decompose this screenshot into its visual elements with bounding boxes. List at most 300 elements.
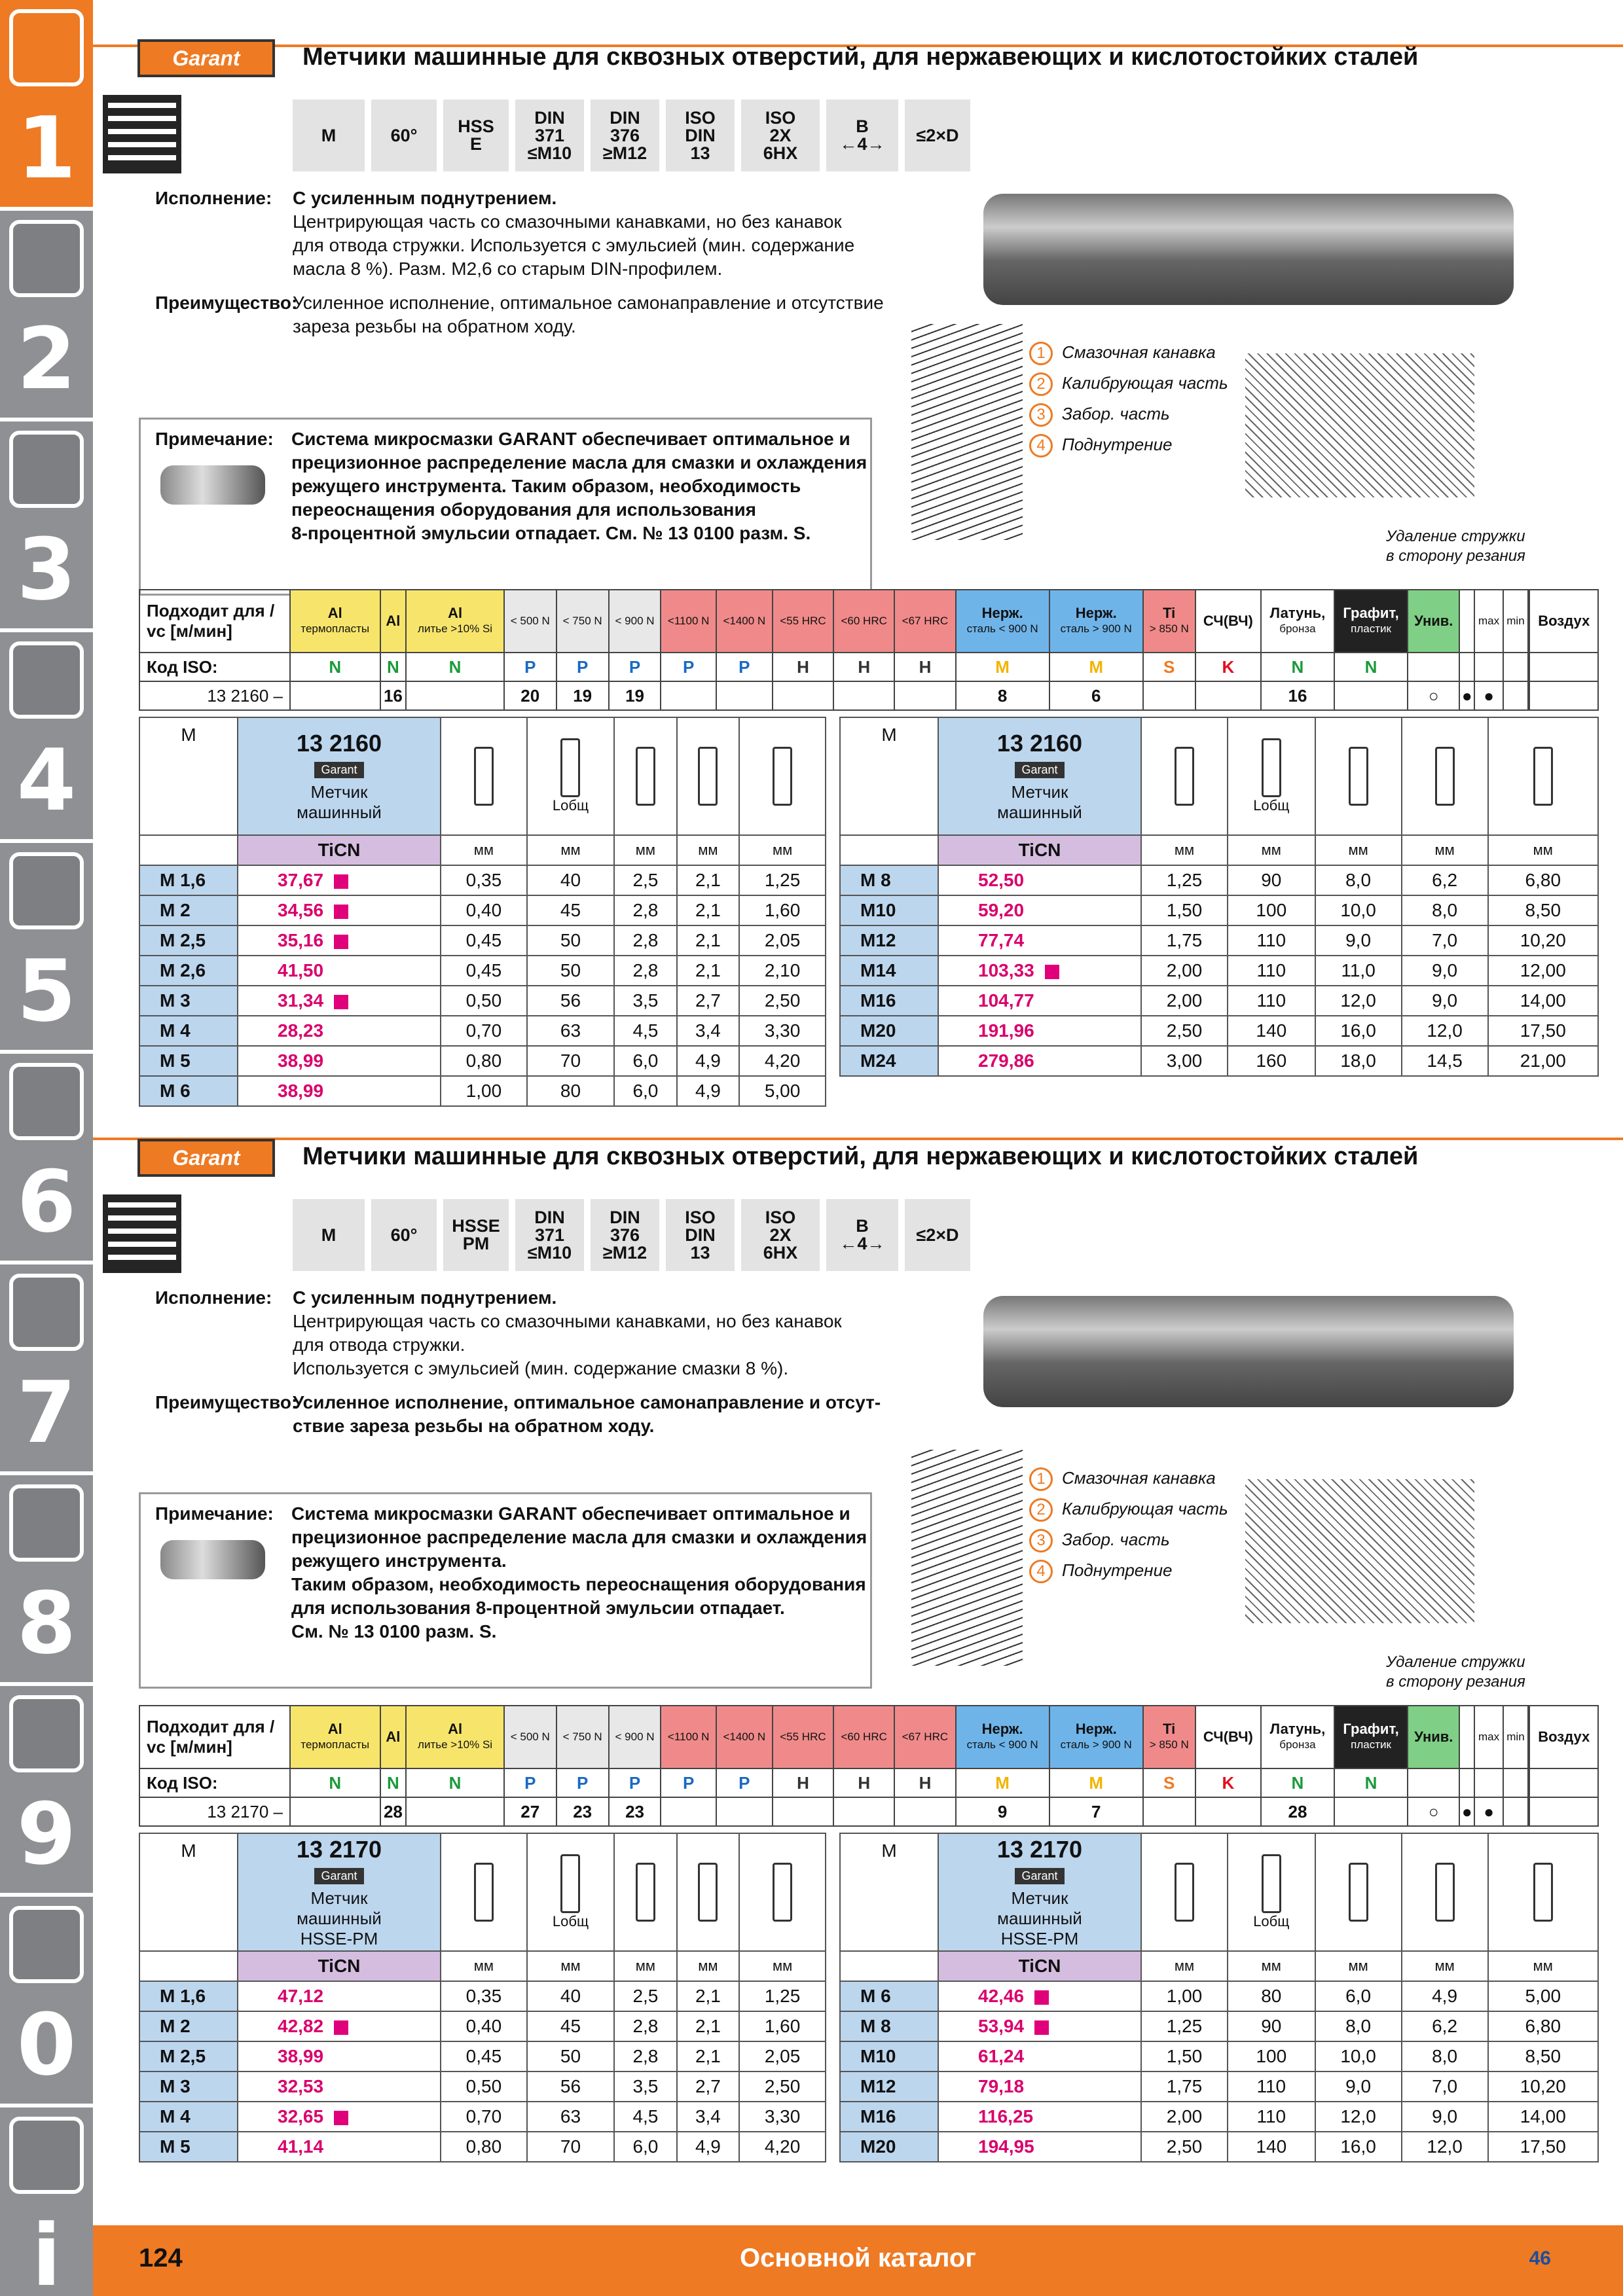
iso-code — [1529, 1768, 1598, 1797]
table-row[interactable] — [840, 956, 1598, 986]
lobsh-label: Lобщ — [1253, 797, 1290, 814]
dimension: 50 — [527, 956, 614, 986]
material-col-22 — [1529, 590, 1598, 653]
material-col-15 — [1261, 590, 1334, 653]
dimension: 2,1 — [677, 956, 740, 986]
dimension: 5,00 — [1488, 1981, 1598, 2011]
legend-item — [1029, 368, 1228, 399]
speed-value: ● — [1474, 681, 1503, 710]
dimension: 6,0 — [614, 1046, 677, 1076]
chip-line: в сторону резания — [1386, 547, 1525, 565]
unit: мм — [527, 1951, 614, 1981]
material-sub: бронза — [1279, 622, 1316, 635]
iso-label: Код ISO: — [139, 653, 290, 681]
speed-value — [716, 681, 773, 710]
table-row[interactable] — [840, 895, 1598, 925]
material-col-8 — [773, 1706, 833, 1768]
price[interactable] — [238, 956, 441, 986]
table-row[interactable] — [840, 2102, 1598, 2132]
price[interactable] — [938, 2132, 1141, 2162]
tap-drawing — [911, 324, 1023, 540]
iso-code — [1529, 653, 1598, 681]
preim-line: зареза резьбы на обратном ходу. — [293, 316, 576, 336]
sidebar-item-i[interactable] — [0, 2108, 93, 2296]
table-row[interactable] — [840, 986, 1598, 1016]
dimension: 6,0 — [614, 2132, 677, 2162]
table-row[interactable] — [840, 865, 1598, 895]
dimension: 18,0 — [1315, 1046, 1402, 1076]
thread-size: M 6 — [139, 1076, 238, 1106]
dimension: 12,0 — [1315, 2102, 1402, 2132]
dimension: 63 — [527, 2102, 614, 2132]
picto-text: 60° — [390, 1225, 418, 1245]
material-name: Унив. — [1414, 1729, 1453, 1745]
material-sub: <1100 N — [667, 1731, 710, 1743]
dimension: 6,2 — [1402, 2011, 1488, 2041]
price[interactable] — [938, 2072, 1141, 2102]
price-value: 32,53 — [278, 2076, 324, 2096]
unit-row — [139, 835, 826, 865]
chapter-number: 6 — [16, 1152, 77, 1251]
table-row[interactable] — [139, 2132, 826, 2162]
shank-diameter-icon — [1349, 747, 1368, 806]
availability-marker — [1034, 1990, 1049, 2005]
speed-value — [833, 1797, 894, 1826]
coating: TiCN — [238, 1951, 441, 1981]
price[interactable] — [938, 956, 1141, 986]
material-col-18 — [1459, 1706, 1474, 1768]
thread-size: M16 — [840, 2102, 938, 2132]
sidebar-item-4[interactable] — [0, 632, 93, 843]
ispolnenie-text — [293, 187, 987, 281]
price[interactable] — [938, 1046, 1141, 1076]
table-row[interactable] — [139, 1046, 826, 1076]
legend-text: Смазочная канавка — [1062, 1468, 1216, 1488]
legend-item — [1029, 429, 1228, 460]
sidebar-item-8[interactable] — [0, 1475, 93, 1686]
price[interactable] — [938, 2011, 1141, 2041]
ispolnenie-line: масла 8 %). Разм. M2,6 со старым DIN-профилем. — [293, 259, 723, 279]
picto-text: ISO — [685, 107, 716, 128]
price[interactable] — [238, 2132, 441, 2162]
dimension: 17,50 — [1488, 1016, 1598, 1046]
material-sub: < 500 N — [510, 1731, 550, 1743]
product-name: Метчик — [1011, 782, 1068, 802]
unit: мм — [1228, 835, 1315, 865]
price-value: 104,77 — [978, 990, 1034, 1011]
price[interactable] — [238, 1076, 441, 1106]
picto-text: M — [321, 1225, 337, 1245]
picto-text: 60° — [390, 125, 418, 145]
material-name: Al — [327, 1721, 342, 1737]
dimension: 45 — [527, 2011, 614, 2041]
note-line: режущего инструмента. — [291, 1551, 507, 1571]
price-value: 32,65 — [278, 2106, 324, 2126]
price[interactable] — [238, 986, 441, 1016]
dimension: 2,00 — [1141, 986, 1228, 1016]
table-row[interactable] — [139, 925, 826, 956]
material-name: СЧ(ВЧ) — [1203, 1729, 1253, 1745]
price[interactable] — [938, 895, 1141, 925]
picto-0 — [293, 1199, 365, 1271]
dimension: 160 — [1228, 1046, 1315, 1076]
material-name: Al — [386, 613, 401, 629]
price[interactable] — [238, 2041, 441, 2072]
dimension: 1,25 — [1141, 865, 1228, 895]
micro-lube-icon — [160, 1540, 265, 1579]
note-line: прецизионное распределение масла для смазки и охлаждения — [291, 452, 867, 473]
chapter-icon — [9, 1906, 84, 1983]
iso-code: N — [1261, 653, 1334, 681]
sidebar-item-5[interactable] — [0, 843, 93, 1054]
price[interactable] — [938, 1016, 1141, 1046]
material-sub: бронза — [1279, 1738, 1316, 1751]
thread-size: M 5 — [139, 2132, 238, 2162]
total-length-icon — [527, 717, 614, 835]
product-table — [839, 1833, 1599, 2162]
thread-size: M 4 — [139, 2102, 238, 2132]
article-code: 13 2170 — [996, 1835, 1083, 1863]
price-value: 61,24 — [978, 2046, 1025, 2066]
dimension: 0,45 — [441, 956, 527, 986]
price[interactable] — [238, 1016, 441, 1046]
table-row[interactable] — [840, 2072, 1598, 2102]
product-name: машинный — [997, 802, 1082, 822]
product-name: машинный — [297, 802, 382, 822]
shank-diameter-icon — [614, 717, 677, 835]
table-row[interactable] — [139, 956, 826, 986]
sidebar-item-1[interactable] — [0, 0, 93, 211]
chapter-icon — [9, 641, 84, 719]
dimension: 4,9 — [677, 1046, 740, 1076]
iso-code: S — [1143, 1768, 1195, 1797]
ispolnenie-line: Используется с эмульсией (мин. содержание смазки 8 %). — [293, 1358, 789, 1378]
price[interactable] — [238, 1046, 441, 1076]
table-row[interactable] — [840, 1981, 1598, 2011]
table-row[interactable] — [139, 986, 826, 1016]
table-row[interactable] — [139, 1016, 826, 1046]
material-name: Ti — [1163, 605, 1176, 621]
qr-code — [103, 95, 181, 173]
price[interactable] — [238, 2011, 441, 2041]
speed-value — [661, 681, 716, 710]
iso-code — [1503, 1768, 1528, 1797]
picto-text: 371 — [534, 1225, 565, 1245]
dimension: 3,30 — [739, 2102, 826, 2132]
price-value: 77,74 — [978, 930, 1025, 950]
material-sub: < 900 N — [615, 1731, 655, 1743]
speed-value — [406, 681, 503, 710]
price[interactable] — [238, 1981, 441, 2011]
drill-diameter-icon — [1488, 717, 1598, 835]
iso-code — [1474, 653, 1503, 681]
picto-4 — [591, 99, 659, 171]
product-header — [938, 717, 1141, 835]
dimension: 10,20 — [1488, 2072, 1598, 2102]
table-row[interactable] — [139, 1076, 826, 1106]
price-value: 38,99 — [278, 1050, 324, 1071]
material-col-12 — [1049, 1706, 1143, 1768]
iso-code: P — [716, 653, 773, 681]
iso-code: N — [1261, 1768, 1334, 1797]
page-code: 46 — [1529, 2248, 1551, 2269]
thread-size: M14 — [840, 956, 938, 986]
price[interactable] — [238, 2102, 441, 2132]
article-row — [139, 681, 1598, 710]
material-col-18 — [1459, 590, 1474, 653]
speed-value: ● — [1459, 1797, 1474, 1826]
blank — [840, 835, 938, 865]
material-table — [139, 589, 1599, 711]
dimension: 6,0 — [614, 1076, 677, 1106]
tap-drawing — [911, 1450, 1023, 1666]
chip-caption — [1386, 527, 1525, 566]
unit: мм — [1141, 1951, 1228, 1981]
product-header-row — [139, 717, 826, 835]
picto-text: 6HX — [763, 1242, 798, 1263]
chapter-number: 1 — [16, 98, 77, 198]
preim-text — [293, 1391, 987, 1438]
material-col-14 — [1195, 1706, 1261, 1768]
price-value: 279,86 — [978, 1050, 1034, 1071]
sidebar-item-7[interactable] — [0, 1265, 93, 1475]
iso-row — [139, 653, 1598, 681]
material-sub: min — [1506, 615, 1525, 627]
sidebar-item-2[interactable] — [0, 211, 93, 422]
iso-code: H — [773, 1768, 833, 1797]
note-line: См. № 13 0100 разм. S. — [291, 1621, 497, 1641]
table-row[interactable] — [139, 865, 826, 895]
unit: мм — [1488, 835, 1598, 865]
speed-value — [1195, 681, 1261, 710]
dimension: 0,40 — [441, 2011, 527, 2041]
page-number: 124 — [139, 2244, 183, 2272]
drill-diameter-icon — [1488, 1833, 1598, 1951]
m-label: M — [840, 1833, 938, 1951]
material-col-5 — [609, 1706, 661, 1768]
material-name: Нерж. — [981, 1721, 1023, 1737]
table-row[interactable] — [139, 2072, 826, 2102]
picto-text: ISO — [685, 1207, 716, 1227]
picto-text: ISO — [765, 107, 796, 128]
material-col-0 — [290, 1706, 380, 1768]
dimension: 0,80 — [441, 1046, 527, 1076]
dimension: 50 — [527, 2041, 614, 2072]
material-header-row — [139, 590, 1598, 653]
price[interactable] — [938, 2102, 1141, 2132]
legend-text: Забор. часть — [1062, 1530, 1170, 1549]
thread-size: M20 — [840, 1016, 938, 1046]
dimension: 70 — [527, 2132, 614, 2162]
speed-value: 27 — [504, 1797, 556, 1826]
table-row[interactable] — [139, 2102, 826, 2132]
iso-code: P — [661, 653, 716, 681]
shank-diameter-icon — [636, 1863, 655, 1922]
speed-value — [661, 1797, 716, 1826]
legend-item — [1029, 1494, 1228, 1524]
iso-code: P — [661, 1768, 716, 1797]
square-icon — [698, 1863, 718, 1922]
sidebar-item-0[interactable] — [0, 1897, 93, 2108]
iso-code: S — [1143, 653, 1195, 681]
price[interactable] — [938, 986, 1141, 1016]
thread-profile-icon — [1175, 1863, 1194, 1922]
iso-code: N — [290, 1768, 380, 1797]
picto-2 — [443, 99, 509, 171]
shank-diameter-icon — [1315, 1833, 1402, 1951]
price[interactable] — [238, 895, 441, 925]
price-value: 116,25 — [978, 2106, 1034, 2126]
thread-size: M 5 — [139, 1046, 238, 1076]
dimension: 14,00 — [1488, 2102, 1598, 2132]
garant-mini-logo: Garant — [1015, 762, 1064, 778]
note-label: Примечание: — [155, 1503, 274, 1524]
dimension: 8,0 — [1315, 865, 1402, 895]
table-row[interactable] — [840, 2011, 1598, 2041]
price[interactable] — [938, 925, 1141, 956]
garant-mini-logo: Garant — [314, 762, 363, 778]
square-icon — [677, 717, 740, 835]
table-row[interactable] — [840, 925, 1598, 956]
material-name: Al — [327, 605, 342, 621]
table-row[interactable] — [840, 1046, 1598, 1076]
material-name: Унив. — [1414, 613, 1453, 629]
dimension: 0,70 — [441, 2102, 527, 2132]
product-name: машинный — [297, 1908, 382, 1928]
dimension: 1,50 — [1141, 2041, 1228, 2072]
dimension: 9,0 — [1402, 956, 1488, 986]
dimension: 1,25 — [739, 865, 826, 895]
page-footer — [93, 2225, 1623, 2296]
chapter-number: 5 — [16, 941, 77, 1041]
product-header — [938, 1833, 1141, 1951]
picto-text: E — [469, 134, 482, 154]
unit: мм — [739, 835, 826, 865]
iso-code: H — [833, 653, 894, 681]
table-row[interactable] — [139, 2011, 826, 2041]
material-col-12 — [1049, 590, 1143, 653]
material-col-2 — [406, 590, 503, 653]
dimension: 9,0 — [1402, 986, 1488, 1016]
speed-value: 16 — [1261, 681, 1334, 710]
picto-1 — [371, 1199, 437, 1271]
garant-mini-logo: Garant — [314, 1868, 363, 1884]
table-row[interactable] — [840, 1016, 1598, 1046]
table-row[interactable] — [840, 2132, 1598, 2162]
price[interactable] — [238, 865, 441, 895]
product-table — [139, 717, 826, 1107]
chapter-icon — [9, 1063, 84, 1140]
speed-value — [1143, 681, 1195, 710]
dimension: 0,70 — [441, 1016, 527, 1046]
thread-size: M16 — [840, 986, 938, 1016]
thread-profile-icon — [474, 1863, 494, 1922]
picto-3 — [515, 99, 584, 171]
total-length-icon — [1228, 1833, 1315, 1951]
dimension: 2,50 — [739, 2072, 826, 2102]
table-row[interactable] — [139, 895, 826, 925]
material-name: Нерж. — [1075, 605, 1117, 621]
material-sub: <1400 N — [723, 1731, 766, 1743]
thread-size: M10 — [840, 895, 938, 925]
material-sub: > 850 N — [1149, 622, 1189, 635]
table-row[interactable] — [139, 2041, 826, 2072]
legend-text: Калибрующая часть — [1062, 373, 1228, 393]
dimension: 12,0 — [1402, 2132, 1488, 2162]
chapter-icon — [9, 9, 84, 86]
speed-value — [894, 681, 955, 710]
dimension: 3,4 — [677, 1016, 740, 1046]
drill-diameter-icon — [773, 1863, 792, 1922]
sidebar-item-3[interactable] — [0, 422, 93, 632]
garant-logo: Garant — [137, 39, 275, 77]
thread-size: M10 — [840, 2041, 938, 2072]
chapter-number: 9 — [16, 1784, 77, 1884]
material-table — [139, 1705, 1599, 1827]
sidebar-item-9[interactable] — [0, 1686, 93, 1897]
picto-text: ≤M10 — [527, 143, 572, 163]
speed-value — [1334, 1797, 1408, 1826]
price[interactable] — [938, 2041, 1141, 2072]
article-label: 13 2170 – — [139, 1797, 290, 1826]
material-sub: min — [1506, 1731, 1525, 1743]
note-line: прецизионное распределение масла для смазки и охлаждения — [291, 1527, 867, 1547]
table-row[interactable] — [840, 2041, 1598, 2072]
picto-text: 2X — [769, 1225, 792, 1245]
dimension: 3,00 — [1141, 1046, 1228, 1076]
price-value: 35,16 — [278, 930, 324, 950]
picto-5 — [666, 1199, 735, 1271]
availability-marker — [1045, 965, 1059, 979]
unit: мм — [677, 1951, 740, 1981]
dimension: 110 — [1228, 2072, 1315, 2102]
price[interactable] — [938, 865, 1141, 895]
thread-size: M 8 — [840, 865, 938, 895]
dimension: 2,5 — [614, 1981, 677, 2011]
price-value: 42,82 — [278, 2016, 324, 2036]
picto-0 — [293, 99, 365, 171]
price[interactable] — [938, 1981, 1141, 2011]
picto-text: ≤M10 — [527, 1242, 572, 1263]
availability-marker — [1034, 2020, 1049, 2035]
thread-size: M 2,5 — [139, 2041, 238, 2072]
m-label: M — [139, 1833, 238, 1951]
material-col-19 — [1474, 590, 1503, 653]
table-row[interactable] — [139, 1981, 826, 2011]
dimension: 2,5 — [614, 865, 677, 895]
sidebar-item-6[interactable] — [0, 1054, 93, 1265]
iso-code: N — [290, 653, 380, 681]
price[interactable] — [238, 2072, 441, 2102]
chapter-icon — [9, 1695, 84, 1772]
dimension: 80 — [527, 1076, 614, 1106]
price-value: 38,99 — [278, 1081, 324, 1101]
chapter-sidebar — [0, 0, 93, 2296]
dimension: 1,00 — [441, 1076, 527, 1106]
dimension: 40 — [527, 1981, 614, 2011]
picto-text: B — [856, 117, 869, 136]
material-col-10 — [894, 590, 955, 653]
dimension: 12,00 — [1488, 956, 1598, 986]
product-name: HSSE-PM — [1000, 1928, 1079, 1948]
price-value: 53,94 — [978, 2016, 1025, 2036]
price[interactable] — [238, 925, 441, 956]
coating: TiCN — [938, 1951, 1141, 1981]
speed-value — [1503, 1797, 1528, 1826]
material-sub: сталь < 900 N — [966, 622, 1038, 635]
article-code: 13 2160 — [296, 730, 382, 757]
section-title: Метчики машинные для сквозных отверстий, для нержавеющих и кислотостойких сталей — [302, 1143, 1419, 1170]
